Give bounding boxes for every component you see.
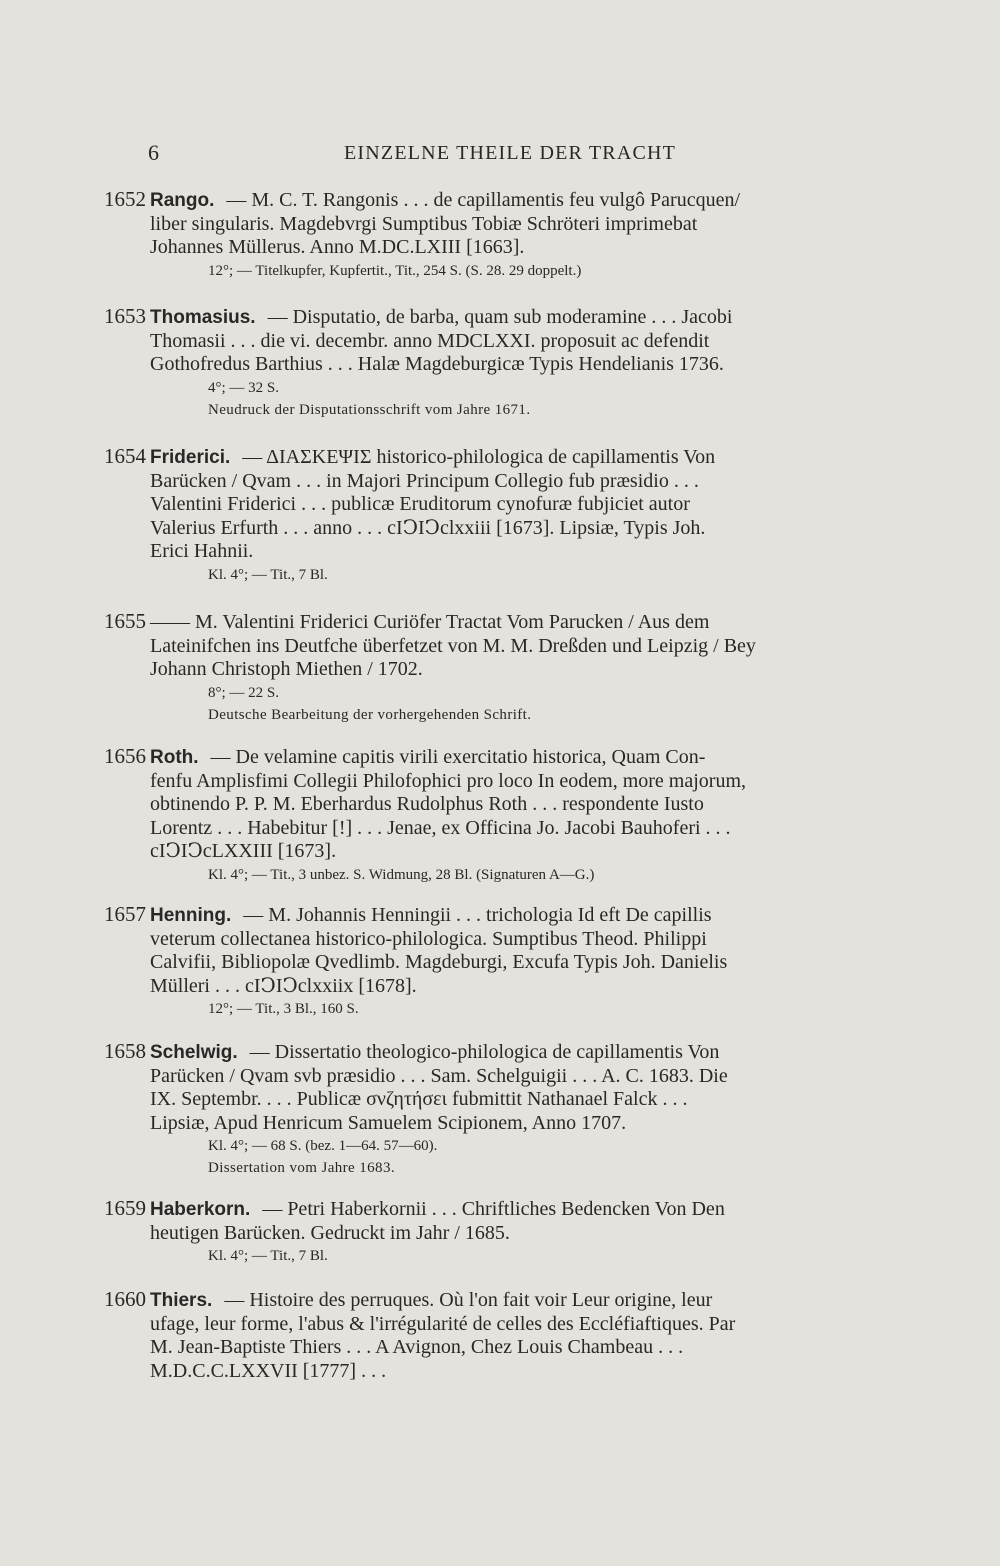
bibliography-entry: [104, 1040, 904, 1179]
entry-collation: 12°; — Titelkupfer, Kupfertit., Tit., 254 S. (S. 28. 29 doppelt.): [208, 262, 582, 279]
entry-number: 1654: [104, 444, 146, 468]
entry-note: Deutsche Bearbeitung der vorhergehenden Schrift.: [208, 706, 532, 723]
entry-text: — De velamine capitis virili exercitatio historica, Quam Con-: [210, 746, 706, 768]
entry-text: Lipsiæ, Apud Henricum Samuelem Scipionem, Anno 1707.: [150, 1111, 627, 1134]
running-title: EINZELNE THEILE DER TRACHT: [344, 142, 677, 164]
entry-author: Friderici.: [150, 447, 231, 468]
entry-number: 1656: [104, 744, 146, 768]
entry-text: IX. Septembr. . . . Publicæ σνζητήσει fubmittit Nathanael Falck . . .: [150, 1088, 688, 1110]
entry-text: — M. Johannis Henningii . . . trichologia Id eft De capillis: [243, 904, 712, 926]
entry-collation: 12°; — Tit., 3 Bl., 160 S.: [208, 1001, 359, 1017]
entry-number: 1652: [104, 187, 146, 211]
entry-text: heutigen Barücken. Gedruckt im Jahr / 1685.: [150, 1221, 510, 1244]
entry-number: 1660: [104, 1287, 146, 1311]
entry-collation: Kl. 4°; — Tit., 3 unbez. S. Widmung, 28 Bl. (Signaturen A—G.): [208, 866, 595, 883]
entry-text: — Histoire des perruques. Où l'on fait voir Leur origine, leur: [224, 1289, 713, 1311]
entry-text: Erici Hahnii.: [150, 540, 254, 562]
entry-text: — Petri Haberkornii . . . Chriftliches Bedencken Von Den: [262, 1198, 725, 1220]
entry-author: Rango.: [150, 190, 215, 211]
entry-text: Valentini Friderici . . . publicæ Eruditorum cynofuræ fubjiciet autor: [150, 493, 690, 515]
bibliography-entry: [104, 188, 904, 282]
entry-author: Thomasius.: [150, 307, 256, 328]
entry-text: fenfu Amplisfimi Collegii Philofophici pro loco In eodem, more majorum,: [150, 769, 747, 792]
page-number: 6: [148, 140, 159, 165]
bibliography-entry: [104, 1197, 904, 1267]
entry-text: — Disputatio, de barba, quam sub moderamine . . . Jacobi: [267, 306, 733, 328]
bibliography-entry: [104, 610, 904, 726]
entry-text: veterum collectanea historico-philologica. Sumptibus Theod. Philippi: [150, 927, 707, 950]
entry-note: Dissertation vom Jahre 1683.: [208, 1160, 396, 1176]
entry-text: obtinendo P. P. M. Eberhardus Rudolphus Roth . . . respondente Iusto: [150, 793, 704, 815]
entry-text: Johannes Müllerus. Anno M.DC.LXIII [1663].: [150, 236, 525, 258]
entry-number: 1653: [104, 304, 146, 328]
bibliography-entry: [104, 903, 904, 1020]
entry-number: 1658: [104, 1039, 146, 1063]
entry-text: Parücken / Qvam svb præsidio . . . Sam. Schelguigii . . . A. C. 1683. Die: [150, 1064, 728, 1087]
entry-text: Lorentz . . . Habebitur [!] . . . Jenae, ex Officina Jo. Jacobi Bauhoferi . . .: [150, 816, 731, 839]
entry-author: Thiers.: [150, 1290, 213, 1311]
entry-text: cIↃIↃcLXXIII [1673].: [150, 840, 337, 862]
entry-author: Schelwig.: [150, 1042, 238, 1063]
bibliography-entry: [104, 445, 904, 586]
entry-author: Haberkorn.: [150, 1199, 251, 1220]
bibliography-entry: [104, 745, 904, 886]
entry-collation: 8°; — 22 S.: [208, 684, 280, 701]
entry-collation: Kl. 4°; — Tit., 7 Bl.: [208, 566, 328, 583]
entry-number: 1657: [104, 902, 146, 926]
page-header: [148, 140, 718, 170]
entry-number: 1655: [104, 609, 146, 633]
entry-collation: 4°; — 32 S.: [208, 379, 280, 396]
entry-text: Calvifii, Bibliopolæ Qvedlimb. Magdeburgi, Excufa Typis Joh. Danielis: [150, 951, 728, 973]
entry-collation: Kl. 4°; — 68 S. (bez. 1—64. 57—60).: [208, 1138, 438, 1154]
entry-text: Gothofredus Barthius . . . Halæ Magdeburgicæ Typis Hendelianis 1736.: [150, 353, 724, 375]
entry-text: Johann Christoph Miethen / 1702.: [150, 658, 423, 680]
entry-text: — Dissertatio theologico-philologica de capillamentis Von: [249, 1041, 720, 1063]
entry-text: Lateinifchen ins Deutfche überfetzet von M. M. Dreßden und Leipzig / Bey: [150, 634, 756, 657]
entry-text: Mülleri . . . cIↃIↃclxxiix [1678].: [150, 974, 417, 997]
entry-text: M.D.C.C.LXXVII [1777] . . .: [150, 1359, 387, 1382]
entry-text: ufage, leur forme, l'abus & l'irrégularité de celles des Eccléfiaftiques. Par: [150, 1312, 736, 1335]
entry-note: Neudruck der Disputationsschrift vom Jahre 1671.: [208, 401, 531, 418]
entry-text: — M. C. T. Rangonis . . . de capillamentis feu vulgô Parucquen/: [226, 189, 741, 211]
bibliography-entry: [104, 305, 904, 421]
entry-text: Valerius Erfurth . . . anno . . . cIↃIↃclxxiii [1673]. Lipsiæ, Typis Joh.: [150, 516, 706, 539]
bibliography-entry: [104, 1288, 904, 1383]
entry-collation: Kl. 4°; — Tit., 7 Bl.: [208, 1248, 328, 1264]
entry-text: liber singularis. Magdebvrgi Sumptibus Tobiæ Schröteri imprimebat: [150, 212, 698, 235]
entry-text: — ΔΙΑΣΚΕΨΙΣ historico-philologica de capillamentis Von: [242, 446, 716, 468]
entry-number: 1659: [104, 1196, 146, 1220]
entry-text: Thomasii . . . die vi. decembr. anno MDCLXXI. proposuit ac defendit: [150, 329, 710, 352]
entry-text: Barücken / Qvam . . . in Majori Principum Collegio fub præsidio . . .: [150, 469, 699, 492]
entry-author: Henning.: [150, 905, 232, 926]
entry-author: Roth.: [150, 747, 199, 768]
entry-text: M. Jean-Baptiste Thiers . . . A Avignon, Chez Louis Chambeau . . .: [150, 1336, 684, 1358]
entry-text: —— M. Valentini Friderici Curiöfer Tractat Vom Parucken / Aus dem: [150, 611, 710, 633]
